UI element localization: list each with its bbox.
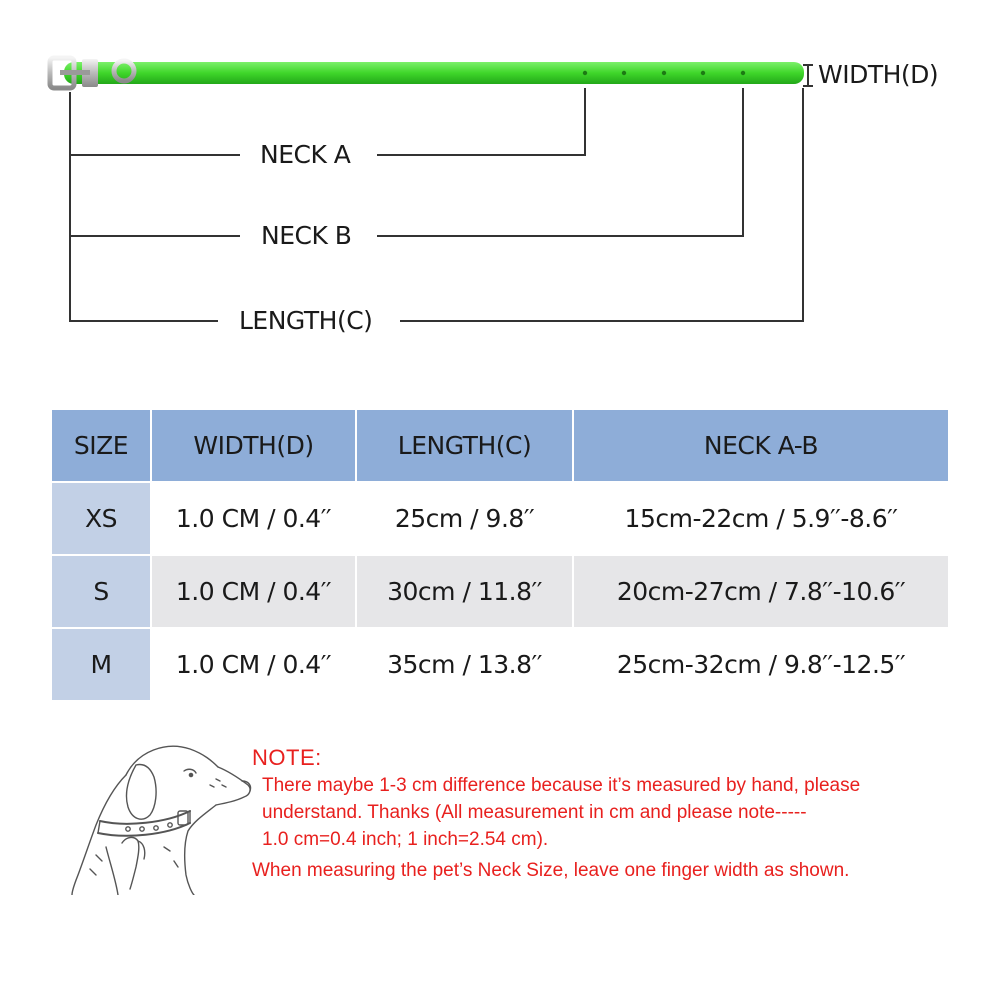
note-title: NOTE: [252,745,322,770]
length-line [70,236,218,321]
note-line-2: understand. Thanks (All measurement in cm and please note----- [262,802,807,823]
measurement-note [252,744,972,885]
header-size: SIZE [52,410,150,481]
size-table [50,408,950,702]
length-cell: 30cm / 11.8′′ [357,556,572,627]
neck-cell: 25cm-32cm / 9.8′′-12.5′′ [574,629,948,700]
collar-measurement-diagram [0,0,1000,360]
size-cell: M [52,629,150,700]
size-cell: XS [52,483,150,554]
table-row [52,483,948,554]
collar-strap [64,62,804,84]
table-header-row [52,410,948,481]
size-cell: S [52,556,150,627]
collar-image [50,58,804,88]
length-label: LENGTH(C) [233,306,378,336]
table-row [52,629,948,700]
neck-b-line [70,155,240,236]
note-footer: When measuring the pet’s Neck Size, leave one finger width as shown. [252,860,850,881]
length-cell: 25cm / 9.8′′ [357,483,572,554]
neck-cell: 15cm-22cm / 5.9′′-8.6′′ [574,483,948,554]
dog-illustration [66,735,256,895]
buckle-tongue [60,70,90,75]
width-label: WIDTH(D) [818,60,939,89]
length-cell: 35cm / 13.8′′ [357,629,572,700]
table-row [52,556,948,627]
width-cell: 1.0 CM / 0.4′′ [152,629,355,700]
note-line-1: There maybe 1-3 cm difference because it’s measured by hand, please [262,775,861,796]
neck-a-line [70,92,240,155]
neck-a-line-right [377,88,585,155]
neck-b-line-right [377,88,743,236]
neck-cell: 20cm-27cm / 7.8′′-10.6′′ [574,556,948,627]
width-cell: 1.0 CM / 0.4′′ [152,483,355,554]
header-neck: NECK A-B [574,410,948,481]
neck-a-label: NECK A [254,140,356,170]
width-indicator [803,65,813,86]
dimension-lines [70,88,803,321]
width-cell: 1.0 CM / 0.4′′ [152,556,355,627]
header-width: WIDTH(D) [152,410,355,481]
header-length: LENGTH(C) [357,410,572,481]
note-line-3: 1.0 cm=0.4 inch; 1 inch=2.54 cm). [262,829,549,850]
neck-b-label: NECK B [255,221,357,251]
